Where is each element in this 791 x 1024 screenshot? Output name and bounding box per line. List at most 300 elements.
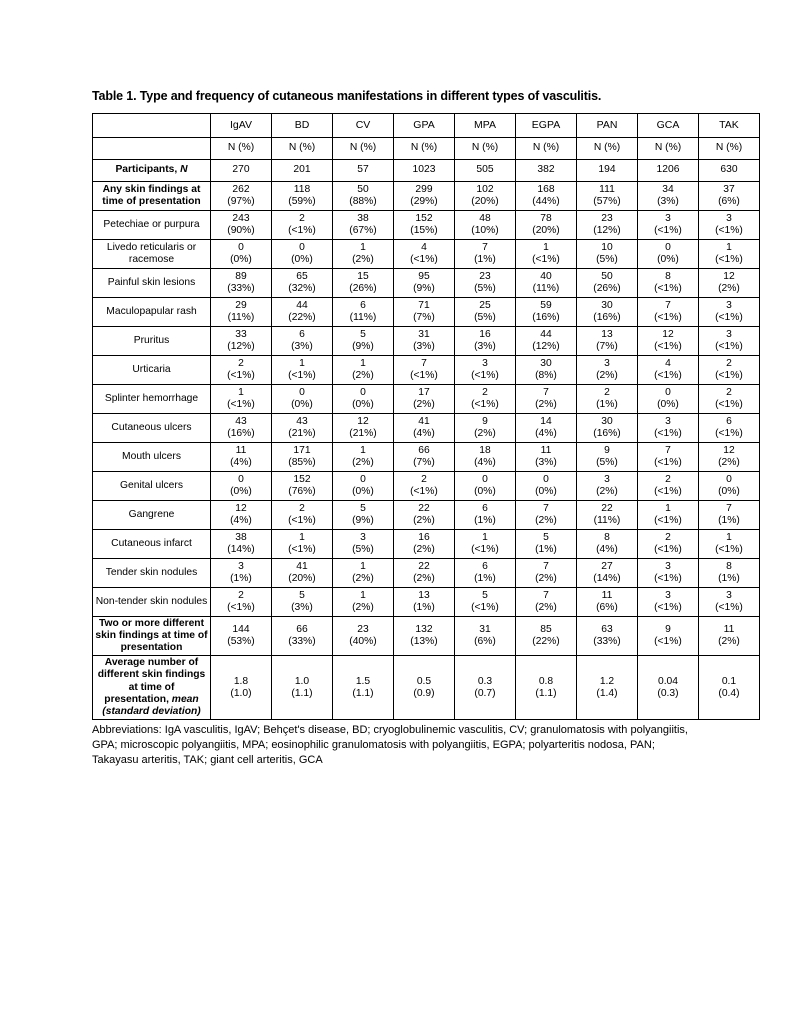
data-cell	[211, 587, 272, 616]
data-cell	[272, 326, 333, 355]
cell-count: 8	[665, 270, 671, 282]
table-body	[93, 159, 760, 719]
cell-percent: (<1%)	[654, 340, 682, 352]
cell-count: 9	[665, 623, 671, 635]
cell-count: 11	[601, 589, 613, 601]
cell-percent: (4%)	[596, 543, 618, 555]
cell-count: 31	[479, 623, 491, 635]
row-label: Urticaria	[93, 355, 211, 384]
cell-count: 1.0	[294, 675, 310, 687]
row-label: Mouth ulcers	[93, 442, 211, 471]
data-cell	[211, 529, 272, 558]
cell-count: 152	[293, 473, 311, 485]
cell-count: 7	[482, 241, 488, 253]
data-cell	[394, 239, 455, 268]
data-cell	[272, 616, 333, 655]
cell-count: 3	[604, 473, 610, 485]
cell-percent: (1.4)	[596, 687, 618, 699]
data-cell	[699, 471, 760, 500]
cell-count: 6	[360, 299, 366, 311]
cell-percent: (16%)	[227, 427, 255, 439]
cell-count: 201	[293, 164, 311, 176]
cell-count: 11	[235, 444, 247, 456]
cell-count: 1	[360, 589, 366, 601]
data-cell	[394, 616, 455, 655]
cell-percent: (0.9)	[413, 687, 435, 699]
data-cell	[577, 384, 638, 413]
data-cell	[638, 297, 699, 326]
cell-count: 33	[235, 328, 247, 340]
data-cell	[455, 413, 516, 442]
cell-count: 3	[360, 531, 366, 543]
cell-count: 505	[476, 164, 494, 176]
cell-count: 12	[235, 502, 247, 514]
cell-count: 6	[726, 415, 732, 427]
unit-cell-cv: N (%)	[333, 137, 394, 159]
cell-percent: (85%)	[288, 456, 316, 468]
table-row	[93, 616, 760, 655]
cell-count: 13	[601, 328, 613, 340]
row-label: Participants, N	[93, 159, 211, 181]
cell-percent: (<1%)	[715, 224, 743, 236]
data-cell	[333, 159, 394, 181]
cell-percent: (32%)	[288, 282, 316, 294]
data-cell	[211, 384, 272, 413]
cell-percent: (9%)	[352, 514, 374, 526]
cell-count: 3	[726, 212, 732, 224]
cell-percent: (0%)	[352, 485, 374, 497]
data-cell	[577, 471, 638, 500]
cell-count: 0	[482, 473, 488, 485]
data-cell	[394, 558, 455, 587]
data-cell	[699, 239, 760, 268]
data-cell	[577, 442, 638, 471]
cell-count: 9	[482, 415, 488, 427]
cell-percent: (3%)	[535, 456, 557, 468]
cell-percent: (0.7)	[474, 687, 496, 699]
row-label: Average number of different skin findings at time of presentation, mean (standard deviation)	[93, 656, 211, 720]
row-label: Two or more different skin findings at time of presentation	[93, 616, 211, 655]
cell-count: 2	[726, 386, 732, 398]
cell-count: 5	[360, 502, 366, 514]
data-cell	[394, 297, 455, 326]
cell-percent: (21%)	[288, 427, 316, 439]
data-cell	[577, 355, 638, 384]
unit-cell-pan: N (%)	[577, 137, 638, 159]
cell-count: 3	[726, 328, 732, 340]
data-cell	[638, 239, 699, 268]
data-cell	[272, 355, 333, 384]
data-cell	[272, 159, 333, 181]
row-label: Any skin findings at time of presentation	[93, 181, 211, 210]
cell-percent: (8%)	[535, 369, 557, 381]
cell-count: 2	[665, 531, 671, 543]
data-cell	[455, 587, 516, 616]
cell-percent: (0%)	[657, 398, 679, 410]
data-cell	[699, 500, 760, 529]
cell-count: 71	[418, 299, 430, 311]
cell-count: 66	[296, 623, 308, 635]
cell-percent: (14%)	[227, 543, 255, 555]
data-cell	[272, 656, 333, 720]
data-cell	[516, 159, 577, 181]
data-cell	[211, 159, 272, 181]
cell-percent: (2%)	[413, 514, 435, 526]
table-row	[93, 500, 760, 529]
cell-percent: (97%)	[227, 195, 255, 207]
cell-percent: (15%)	[410, 224, 438, 236]
data-cell	[516, 529, 577, 558]
data-cell	[638, 656, 699, 720]
unit-cell-egpa: N (%)	[516, 137, 577, 159]
data-cell	[577, 616, 638, 655]
cell-count: 3	[665, 212, 671, 224]
data-cell	[516, 413, 577, 442]
cell-count: 22	[418, 560, 430, 572]
cell-percent: (20%)	[471, 195, 499, 207]
cell-percent: (0%)	[291, 253, 313, 265]
cell-count: 7	[543, 502, 549, 514]
cell-percent: (40%)	[349, 636, 377, 648]
data-cell	[516, 471, 577, 500]
data-cell	[638, 181, 699, 210]
cell-percent: (1.1)	[535, 687, 557, 699]
cell-count: 13	[418, 589, 430, 601]
row-label: Maculopapular rash	[93, 297, 211, 326]
table-row	[93, 656, 760, 720]
cell-count: 16	[479, 328, 491, 340]
cell-count: 630	[720, 164, 738, 176]
cell-count: 0	[238, 241, 244, 253]
data-cell	[638, 616, 699, 655]
data-cell	[699, 210, 760, 239]
cell-count: 0	[299, 386, 305, 398]
cell-count: 3	[238, 560, 244, 572]
data-cell	[272, 268, 333, 297]
cell-percent: (4%)	[230, 456, 252, 468]
cell-percent: (12%)	[593, 224, 621, 236]
table-row	[93, 159, 760, 181]
cell-percent: (<1%)	[654, 514, 682, 526]
cell-count: 0	[299, 241, 305, 253]
data-cell	[394, 326, 455, 355]
data-cell	[638, 268, 699, 297]
data-cell	[333, 239, 394, 268]
cell-count: 2	[665, 473, 671, 485]
cell-count: 194	[598, 164, 616, 176]
cell-percent: (4%)	[413, 427, 435, 439]
data-cell	[333, 268, 394, 297]
cell-count: 23	[357, 623, 369, 635]
cell-percent: (1%)	[474, 514, 496, 526]
data-cell	[394, 442, 455, 471]
cell-count: 57	[357, 164, 369, 176]
column-header-gca: GCA	[638, 113, 699, 137]
cell-count: 3	[726, 299, 732, 311]
table-row	[93, 326, 760, 355]
data-cell	[638, 210, 699, 239]
cell-count: 0	[238, 473, 244, 485]
cell-percent: (<1%)	[654, 427, 682, 439]
cell-percent: (0%)	[718, 485, 740, 497]
table-row	[93, 471, 760, 500]
cell-count: 38	[235, 531, 247, 543]
cell-count: 2	[238, 589, 244, 601]
cell-count: 7	[665, 444, 671, 456]
cell-percent: (2%)	[413, 543, 435, 555]
cell-percent: (22%)	[288, 311, 316, 323]
cell-percent: (9%)	[352, 340, 374, 352]
cell-count: 3	[482, 357, 488, 369]
data-cell	[455, 656, 516, 720]
row-label: Pruritus	[93, 326, 211, 355]
cell-percent: (<1%)	[715, 369, 743, 381]
cell-percent: (11%)	[593, 514, 621, 526]
data-cell	[272, 558, 333, 587]
data-cell	[577, 297, 638, 326]
cell-count: 41	[418, 415, 430, 427]
cell-count: 15	[357, 270, 369, 282]
data-cell	[333, 616, 394, 655]
data-cell	[211, 558, 272, 587]
cell-count: 7	[421, 357, 427, 369]
cell-percent: (<1%)	[654, 543, 682, 555]
cell-percent: (2%)	[474, 427, 496, 439]
cell-percent: (<1%)	[654, 636, 682, 648]
cell-count: 38	[357, 212, 369, 224]
data-cell	[394, 210, 455, 239]
data-cell	[272, 384, 333, 413]
cell-percent: (12%)	[227, 340, 255, 352]
cell-percent: (<1%)	[715, 340, 743, 352]
cell-count: 23	[601, 212, 613, 224]
cell-percent: (<1%)	[715, 543, 743, 555]
cell-percent: (2%)	[596, 485, 618, 497]
data-cell	[272, 297, 333, 326]
cell-percent: (1.1)	[291, 687, 313, 699]
data-cell	[394, 656, 455, 720]
data-cell	[577, 210, 638, 239]
cell-count: 18	[479, 444, 491, 456]
cell-percent: (2%)	[535, 398, 557, 410]
cell-percent: (<1%)	[715, 427, 743, 439]
cell-count: 243	[232, 212, 250, 224]
table-row	[93, 355, 760, 384]
data-cell	[699, 587, 760, 616]
cell-count: 12	[662, 328, 674, 340]
data-cell	[577, 529, 638, 558]
cell-percent: (2%)	[596, 369, 618, 381]
cell-count: 3	[604, 357, 610, 369]
data-cell	[272, 181, 333, 210]
cell-count: 0.5	[416, 675, 432, 687]
data-cell	[699, 442, 760, 471]
data-cell	[699, 268, 760, 297]
data-cell	[394, 181, 455, 210]
cell-count: 6	[482, 560, 488, 572]
column-header-gpa: GPA	[394, 113, 455, 137]
data-cell	[394, 355, 455, 384]
unit-cell-gca: N (%)	[638, 137, 699, 159]
cell-percent: (0.3)	[657, 687, 679, 699]
data-cell	[211, 297, 272, 326]
table-footnote: Abbreviations: IgA vasculitis, IgAV; Behçet's disease, BD; cryoglobulinemic vasculitis, CV; granulomatosis with polyangiitis, GPA; microscopic polyangiitis, MPA; eosinophilic granulomatosis with polyangiitis, EGPA; polyarteritis nodosa, PAN; Takayasu arteritis, TAK; giant cell arteritis, GCA	[92, 724, 688, 767]
cutaneous-manifestations-table	[92, 113, 760, 720]
cell-count: 0	[726, 473, 732, 485]
data-cell	[211, 442, 272, 471]
row-label: Gangrene	[93, 500, 211, 529]
cell-count: 2	[482, 386, 488, 398]
data-cell	[516, 326, 577, 355]
cell-percent: (5%)	[596, 456, 618, 468]
cell-percent: (<1%)	[532, 253, 560, 265]
cell-percent: (<1%)	[471, 369, 499, 381]
cell-count: 0.8	[538, 675, 554, 687]
cell-percent: (16%)	[532, 311, 560, 323]
data-cell	[638, 413, 699, 442]
cell-percent: (9%)	[413, 282, 435, 294]
data-cell	[516, 587, 577, 616]
cell-count: 3	[665, 560, 671, 572]
data-cell	[394, 268, 455, 297]
cell-count: 11	[723, 623, 735, 635]
cell-percent: (11%)	[532, 282, 560, 294]
cell-percent: (<1%)	[227, 398, 255, 410]
data-cell	[516, 384, 577, 413]
cell-percent: (14%)	[593, 572, 621, 584]
cell-percent: (2%)	[718, 282, 740, 294]
data-cell	[211, 616, 272, 655]
cell-count: 7	[543, 589, 549, 601]
data-cell	[638, 587, 699, 616]
data-cell	[699, 616, 760, 655]
row-label: Tender skin nodules	[93, 558, 211, 587]
cell-count: 6	[299, 328, 305, 340]
column-header-blank	[93, 113, 211, 137]
cell-count: 7	[665, 299, 671, 311]
data-cell	[516, 239, 577, 268]
cell-percent: (26%)	[593, 282, 621, 294]
cell-percent: (<1%)	[715, 311, 743, 323]
cell-count: 8	[604, 531, 610, 543]
data-cell	[577, 181, 638, 210]
cell-percent: (1%)	[535, 543, 557, 555]
data-cell	[638, 500, 699, 529]
cell-percent: (1%)	[474, 572, 496, 584]
cell-percent: (<1%)	[471, 601, 499, 613]
cell-percent: (10%)	[471, 224, 499, 236]
cell-percent: (2%)	[535, 601, 557, 613]
cell-percent: (1%)	[718, 572, 740, 584]
cell-count: 1206	[656, 164, 680, 176]
cell-percent: (<1%)	[654, 572, 682, 584]
cell-count: 5	[482, 589, 488, 601]
cell-percent: (<1%)	[654, 282, 682, 294]
unit-cell-tak: N (%)	[699, 137, 760, 159]
cell-percent: (29%)	[410, 195, 438, 207]
cell-count: 44	[296, 299, 308, 311]
cell-percent: (4%)	[230, 514, 252, 526]
cell-count: 43	[296, 415, 308, 427]
data-cell	[455, 471, 516, 500]
table-row	[93, 587, 760, 616]
data-cell	[333, 297, 394, 326]
data-cell	[272, 413, 333, 442]
data-cell	[699, 297, 760, 326]
cell-percent: (2%)	[352, 572, 374, 584]
cell-count: 22	[418, 502, 430, 514]
data-cell	[333, 326, 394, 355]
data-cell	[699, 159, 760, 181]
column-header-bd: BD	[272, 113, 333, 137]
data-cell	[333, 587, 394, 616]
data-cell	[272, 239, 333, 268]
cell-count: 23	[479, 270, 491, 282]
cell-count: 89	[235, 270, 247, 282]
data-cell	[211, 656, 272, 720]
data-cell	[577, 656, 638, 720]
cell-count: 0	[665, 386, 671, 398]
cell-count: 1	[299, 531, 305, 543]
data-cell	[516, 181, 577, 210]
data-cell	[333, 558, 394, 587]
table-row	[93, 181, 760, 210]
cell-percent: (0.4)	[718, 687, 740, 699]
data-cell	[211, 413, 272, 442]
row-label: Petechiae or purpura	[93, 210, 211, 239]
data-cell	[333, 210, 394, 239]
data-cell	[333, 384, 394, 413]
cell-count: 2	[726, 357, 732, 369]
unit-cell-mpa: N (%)	[455, 137, 516, 159]
cell-percent: (<1%)	[471, 543, 499, 555]
cell-percent: (<1%)	[227, 601, 255, 613]
data-cell	[455, 210, 516, 239]
cell-count: 132	[415, 623, 433, 635]
table-row	[93, 413, 760, 442]
table-caption: Table 1. Type and frequency of cutaneous manifestations in different types of vasculitis.	[92, 89, 602, 103]
cell-count: 168	[537, 183, 555, 195]
data-cell	[272, 442, 333, 471]
data-cell	[577, 326, 638, 355]
data-cell	[638, 384, 699, 413]
cell-count: 1	[726, 241, 732, 253]
data-cell	[333, 413, 394, 442]
column-header-pan: PAN	[577, 113, 638, 137]
cell-percent: (5%)	[352, 543, 374, 555]
cell-count: 1	[238, 386, 244, 398]
data-cell	[333, 181, 394, 210]
cell-percent: (67%)	[349, 224, 377, 236]
cell-count: 9	[604, 444, 610, 456]
cell-count: 29	[235, 299, 247, 311]
cell-count: 299	[415, 183, 433, 195]
data-cell	[272, 500, 333, 529]
cell-percent: (0%)	[230, 253, 252, 265]
cell-percent: (1.1)	[352, 687, 374, 699]
cell-percent: (76%)	[288, 485, 316, 497]
row-label: Cutaneous infarct	[93, 529, 211, 558]
cell-count: 4	[665, 357, 671, 369]
data-cell	[455, 384, 516, 413]
cell-percent: (3%)	[291, 340, 313, 352]
table-row	[93, 210, 760, 239]
cell-count: 270	[232, 164, 250, 176]
cell-percent: (2%)	[718, 456, 740, 468]
data-cell	[577, 413, 638, 442]
data-cell	[455, 355, 516, 384]
table-row	[93, 442, 760, 471]
